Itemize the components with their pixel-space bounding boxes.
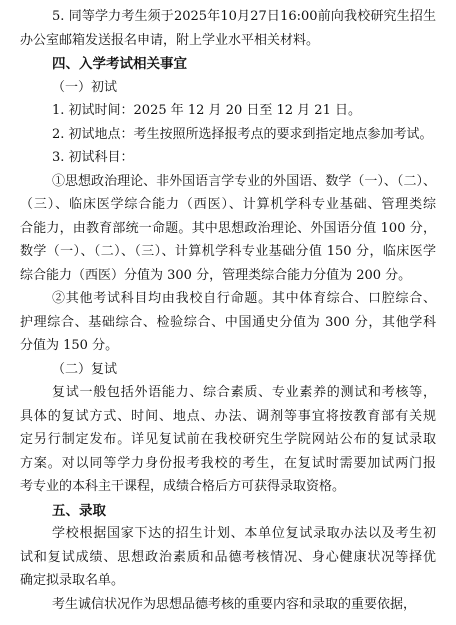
text-line: 复试一般包括外语能力、综合素质、专业素养的测试和考核等，	[52, 385, 436, 400]
text-line: 1. 初试时间：2025 年 12 月 20 日至 12 月 21 日。	[52, 103, 361, 118]
text-line: 考生诚信状况作为思想品德考核的重要内容和录取的重要依据，	[52, 596, 417, 612]
text-line: 综合能力（西医）分值为 300 分，管理类综合能力分值为 200 分。	[20, 267, 412, 283]
text-line: 数学（一）、（二）、（三）、计算机学科专业基础分值 150 分，临床医学	[20, 244, 436, 259]
text-line: ①思想政治理论、非外国语言学专业的外国语、数学（一）、（二）、	[52, 173, 436, 189]
subsection-heading: （一）初试	[52, 79, 118, 95]
text-line: 办公室邮箱发送报名申请，附上学业水平相关材料。	[20, 32, 320, 48]
text-line: （三）、临床医学综合能力（西医）、计算机学科专业基础、管理类综	[20, 197, 436, 212]
subsection-heading: （二）复试	[52, 361, 118, 377]
text-line: 具体的复试方式、时间、地点、办法、调剂等事宜将按教育部有关规	[20, 408, 436, 424]
text-line: 分值为 150 分。	[20, 338, 119, 353]
text-line: 护理综合、基础综合、检验综合、中国通史分值为 300 分，其他学科	[20, 314, 436, 330]
text-line: 方案。对以同等学力身份报考我校的考生，在复试时需要加试两门报	[20, 455, 436, 471]
text-line: 确定拟录取名单。	[20, 573, 125, 588]
text-line: 考专业的本科主干课程，成绩合格后方可获得录取资格。	[20, 479, 346, 494]
section-heading: 四、入学考试相关事宜	[52, 56, 187, 72]
text-line: 合能力，由教育部统一命题。其中思想政治理论、外国语分值 100 分，	[20, 220, 436, 236]
section-heading: 五、录取	[52, 502, 106, 519]
text-line: 试和复试成绩、思想政治素质和品德考核情况、身心健康状况等择优	[20, 549, 436, 565]
text-line: 2. 初试地点：考生按照所选择报考点的要求到指定地点参加考试。	[52, 126, 433, 142]
text-line: ②其他考试科目均由我校自行命题。其中体育综合、口腔综合、	[52, 291, 436, 306]
text-line: 3. 初试科目：	[52, 150, 134, 165]
text-line: 定另行制定发布。详见复试前在我校研究生学院网站公布的复试录取	[20, 432, 436, 447]
text-line: 学校根据国家下达的招生计划、本单位复试录取办法以及考生初	[52, 526, 436, 541]
text-line: 5. 同等学力考生须于2025年10月27日16:00前向我校研究生招生	[52, 9, 436, 24]
